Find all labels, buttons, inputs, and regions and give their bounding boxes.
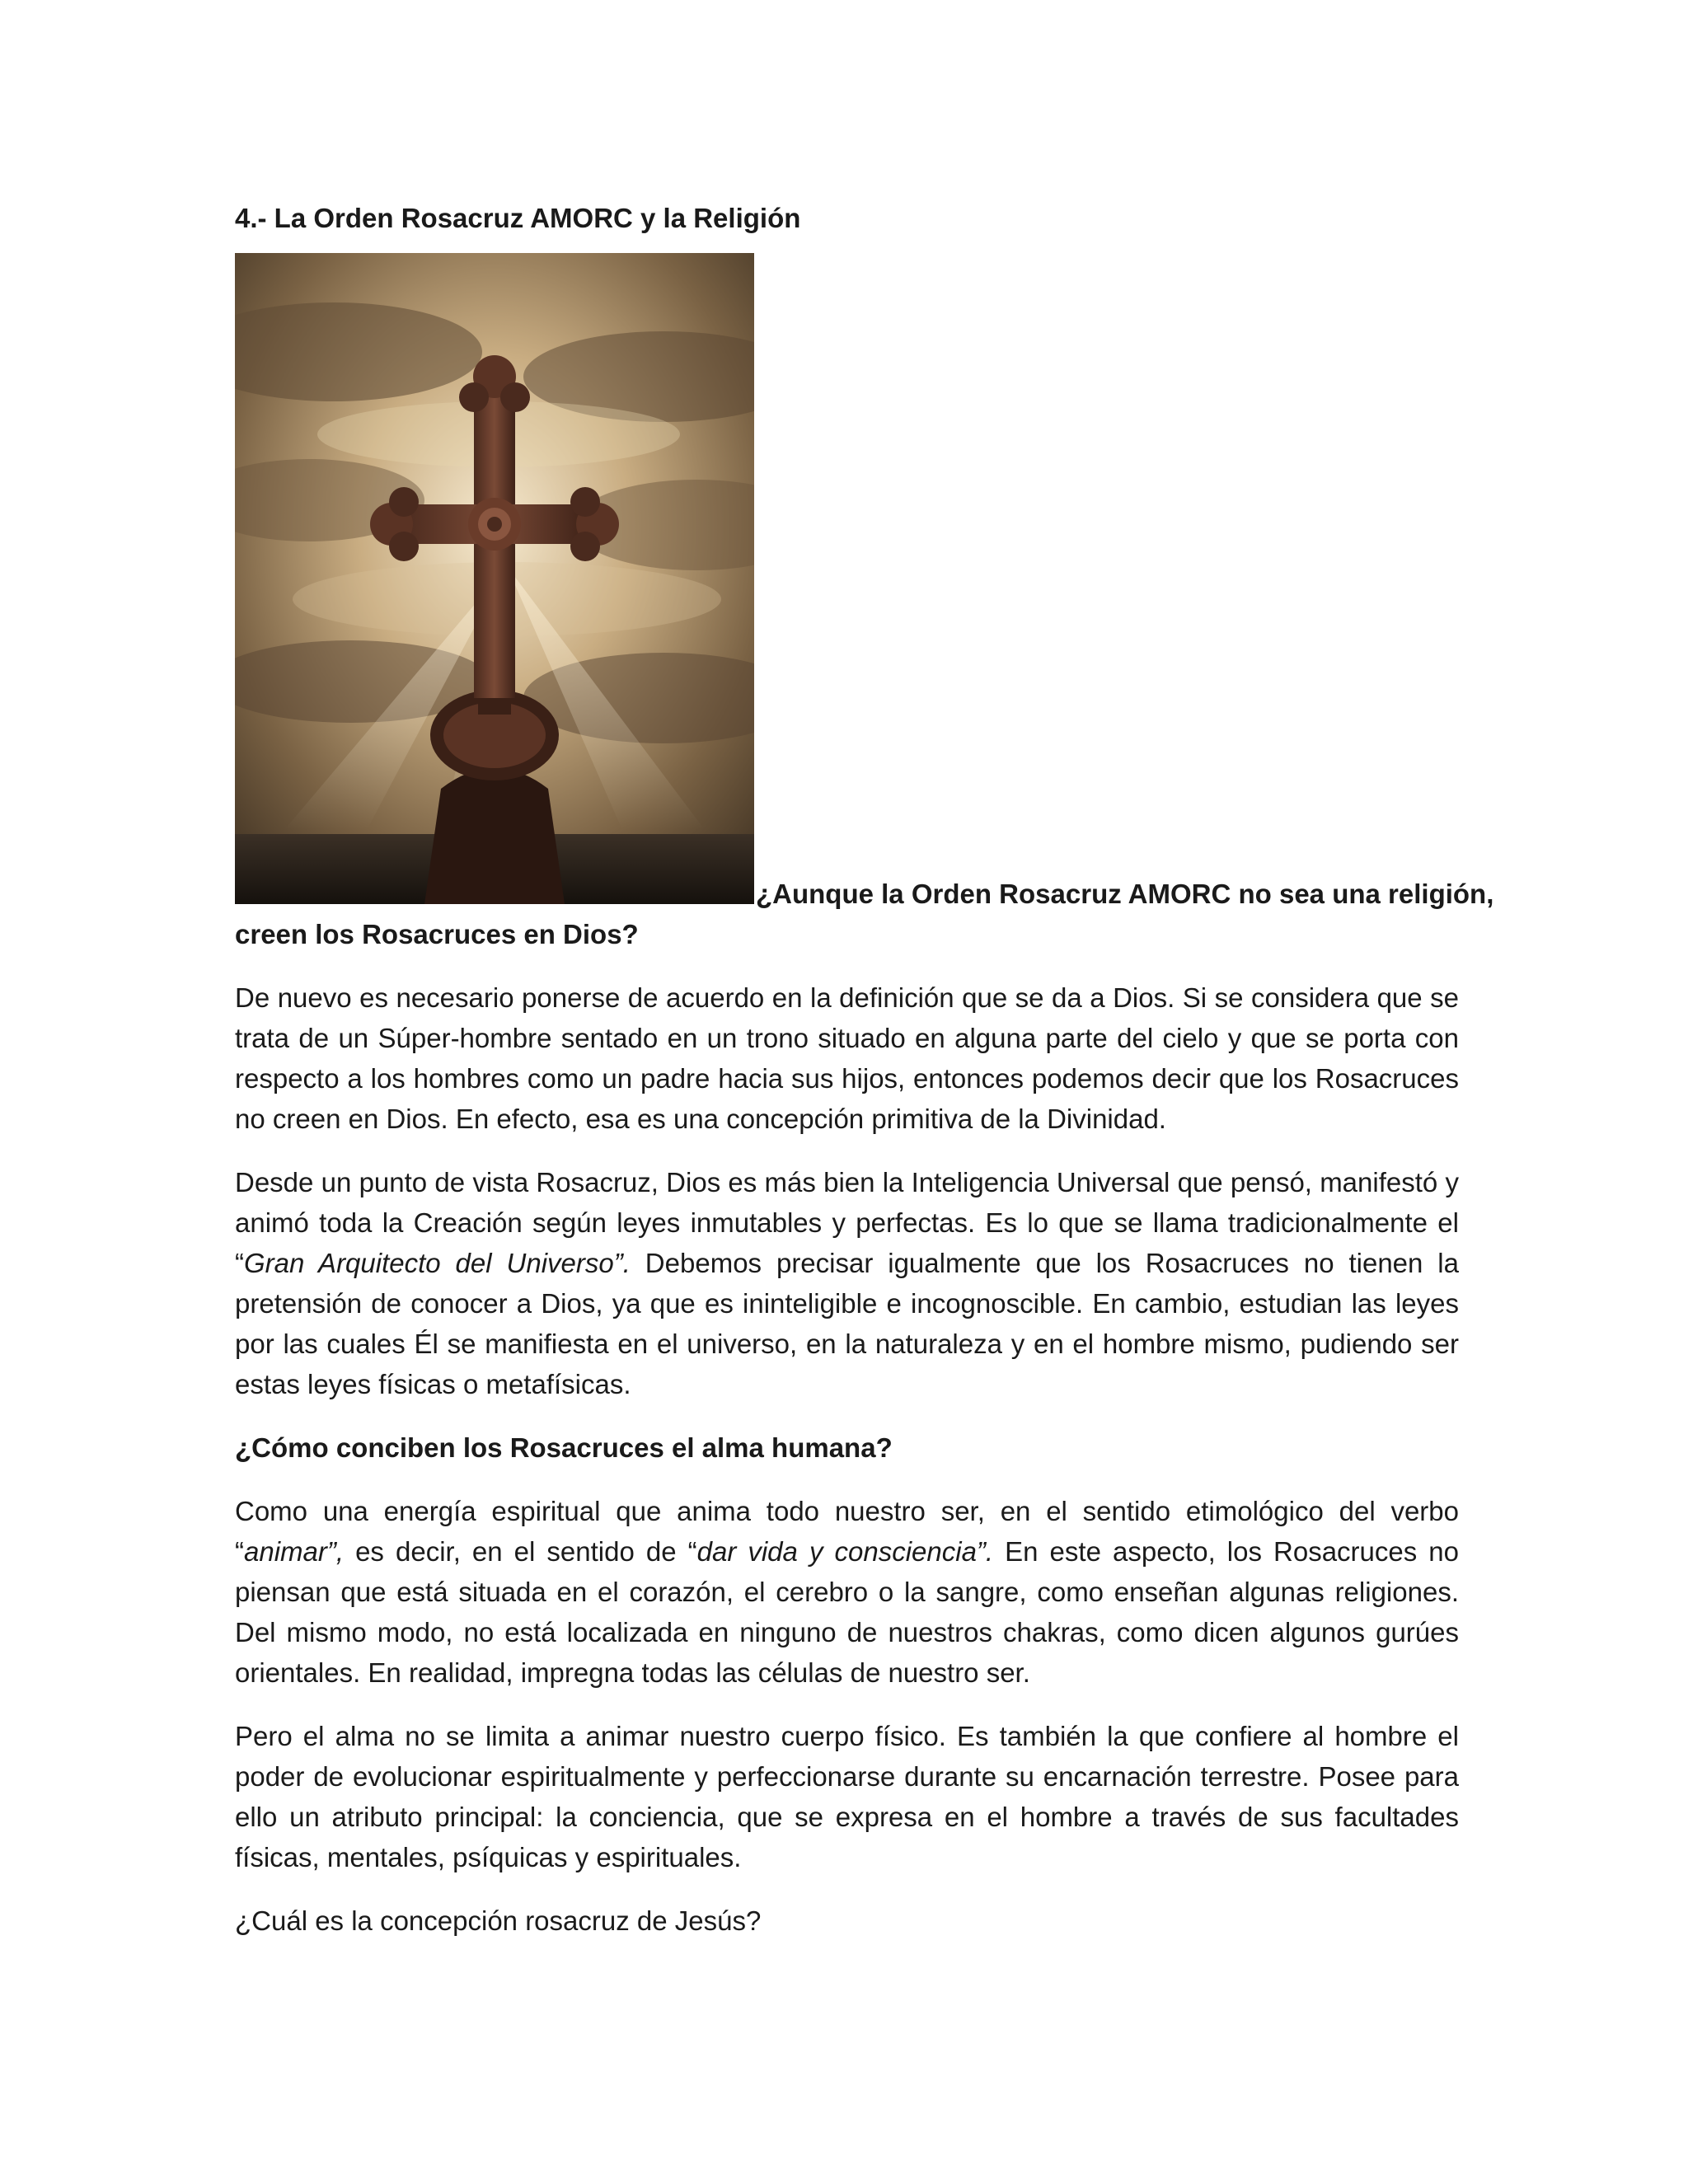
cross-in-clouds-image [235, 253, 754, 904]
section-heading: 4.- La Orden Rosacruz AMORC y la Religión [235, 203, 801, 233]
paragraph-text: Como una energía espiritual que anima todo nuestro ser, en el sentido etimológico del verbo “ [235, 1496, 1459, 1567]
paragraph-rosicrucian-view-of-god [235, 1162, 1459, 1404]
paragraph-soul-evolution: Pero el alma no se limita a animar nuestro cuerpo físico. Es también la que confiere al hombre el poder de evolucionar espiritualmente y perfeccionarse durante su encarnación terrestre. Posee para ello un atributo principal: la conciencia, que se expresa en el hombre a través de sus facultades físicas, mentales, psíquicas y espirituales. [235, 1721, 1459, 1872]
paragraph-text: En este aspecto, los Rosacruces no piensan que está situada en el corazón, el cerebro o la sangre, como enseñan algunas religiones. Del mismo modo, no está localizada en ninguno de nuestros chakras, como dicen algunos gurúes orientales. En realidad, impregna todas las células de nuestro ser. [235, 1536, 1460, 1688]
question-god-line1: ¿Aunque la Orden Rosacruz AMORC no sea una religión, [756, 879, 1494, 909]
paragraph-text: Debemos precisar igualmente que los Rosacruces no tienen la pretensión de conocer a Dios, ya que es ininteligible e incognoscible. En cambio, estudian las leyes por las cuales Él se manifiesta en el universo, en la naturaleza y en el hombre mismo, pudiendo ser estas leyes físicas o metafísicas. [235, 1248, 1459, 1399]
paragraph-text: Desde un punto de vista Rosacruz, Dios es más bien la Inteligencia Universal que pensó, manifestó y animó toda la Creación según leyes inmutables y perfectas. Es lo que se llama tradicionalmente el “ [235, 1167, 1459, 1278]
italic-phrase: animar”, [244, 1536, 345, 1567]
paragraph-definition-of-god: De nuevo es necesario ponerse de acuerdo en la definición que se da a Dios. Si se considera que se trata de un Súper-hombre sentado en un trono situado en alguna parte del cielo y que se porta con respecto a los hombres como un padre hacia sus hijos, entonces podemos decir que los Rosacruces no creen en Dios. En efecto, esa es una concepción primitiva de la Divinidad. [235, 982, 1459, 1134]
question-god-line2: creen los Rosacruces en Dios? [235, 919, 639, 949]
question-jesus: ¿Cuál es la concepción rosacruz de Jesús? [235, 1905, 762, 1936]
italic-phrase: dar vida y consciencia”. [696, 1536, 994, 1567]
question-human-soul: ¿Cómo conciben los Rosacruces el alma humana? [235, 1432, 893, 1463]
figure-block [235, 253, 1494, 909]
document-page [235, 198, 1494, 1964]
paragraph-text: es decir, en el sentido de “ [344, 1536, 697, 1567]
italic-phrase: Gran Arquitecto del Universo”. [244, 1248, 631, 1278]
paragraph-soul-energy [235, 1491, 1459, 1693]
